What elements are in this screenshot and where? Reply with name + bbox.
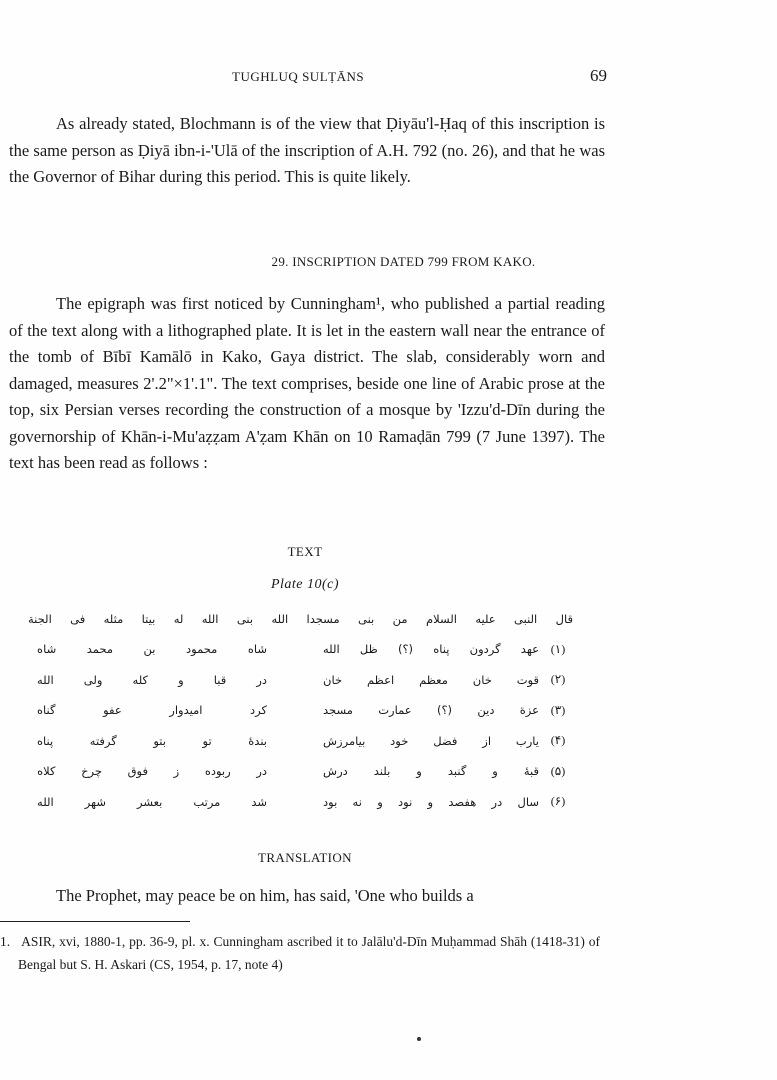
paragraph-epigraph <box>9 291 605 477</box>
persian-word: و <box>377 794 383 809</box>
verse-row <box>28 665 573 696</box>
arabic-word: مثله <box>103 612 124 626</box>
hemistich-first <box>323 734 539 748</box>
persian-word: مرتب <box>193 794 221 809</box>
arabic-word: بنی <box>236 612 254 626</box>
verse-number: (۳) <box>550 702 566 717</box>
persian-word: کرد <box>250 703 267 718</box>
persian-word: و <box>492 764 498 779</box>
persian-word: بود <box>323 794 338 809</box>
hemistich-second <box>37 734 267 748</box>
persian-word: عفو <box>103 703 122 718</box>
arabic-word: له <box>173 612 184 626</box>
persian-word: (؟) <box>397 642 414 657</box>
footnote <box>0 931 600 976</box>
persian-word: هفصد <box>448 794 477 809</box>
persian-inscription-text <box>28 604 573 817</box>
persian-word: عمارت <box>378 703 412 718</box>
page-number: 69 <box>590 66 607 85</box>
verse-row <box>28 756 573 787</box>
hemistich-second <box>37 795 267 809</box>
hemistich-first <box>323 673 539 687</box>
persian-word: خان <box>472 672 492 687</box>
paragraph-text: The Prophet, may peace be on him, has said, 'One who builds a <box>56 886 474 905</box>
arabic-word: الله <box>271 612 289 626</box>
persian-word: الله <box>323 642 340 657</box>
persian-word: قبهٔ <box>523 764 539 779</box>
paragraph-blochmann <box>9 111 605 191</box>
persian-word: در <box>491 794 503 809</box>
persian-word: شاه <box>247 642 267 657</box>
running-title: TUGHLUQ SULṬĀNS <box>232 69 365 84</box>
verse-row <box>28 787 573 818</box>
paragraph-translation <box>9 883 605 910</box>
arabic-word: الجنة <box>28 612 52 626</box>
persian-word: شاه <box>37 642 57 657</box>
persian-word: فضل <box>433 733 458 748</box>
verse-row <box>28 634 573 665</box>
persian-word: ربوده <box>204 764 231 779</box>
footnote-text: ASIR, xvi, 1880-1, pp. 36-9, pl. x. Cunningham ascribed it to Jalālu'd-Dīn Muḥammad Shāh (1418-31) of Bengal but S. H. Askari (CS, 1954, p. 17, note 4) <box>18 934 600 972</box>
arabic-word: قال <box>555 612 573 626</box>
hemistich-second <box>37 673 267 687</box>
verse-row <box>28 695 573 726</box>
text-heading: TEXT <box>287 544 323 559</box>
persian-word: محمد <box>86 642 114 657</box>
arabic-word: بنی <box>358 612 375 626</box>
arabic-word: علیه <box>475 612 496 626</box>
persian-word: تو <box>202 733 212 748</box>
persian-word: بندهٔ <box>248 733 267 748</box>
persian-word: محمود <box>186 642 218 657</box>
translation-heading: TRANSLATION <box>258 850 352 865</box>
persian-word: گردون <box>469 642 501 657</box>
persian-word: الله <box>37 794 54 809</box>
hemistich-first <box>323 642 539 656</box>
persian-word: فوق <box>127 764 148 779</box>
persian-word: (؟) <box>436 703 453 718</box>
persian-word: شهر <box>84 794 106 809</box>
persian-word: گرفته <box>89 733 117 748</box>
persian-word: بتو <box>153 733 166 748</box>
persian-word: معظم <box>419 672 448 687</box>
persian-word: و <box>427 794 434 809</box>
hemistich-second <box>37 703 267 717</box>
persian-word: نود <box>398 794 413 809</box>
persian-word: نه <box>352 794 362 809</box>
persian-word: و <box>178 672 184 687</box>
paragraph-text: As already stated, Blochmann is of the view that Ḍiyāu'l-Ḥaq of this inscription is the same person as Ḍiyā ibn-i-'Ulā of the inscription of A.H. 792 (no. 26), and that he was the Governor of Bihar during this period. This is quite likely. <box>9 114 605 186</box>
persian-word: سال <box>517 794 539 809</box>
persian-word: یارب <box>515 733 539 748</box>
persian-word: در <box>256 764 267 779</box>
persian-word: چرخ <box>81 764 102 779</box>
persian-word: درش <box>323 764 348 779</box>
arabic-word: الله <box>201 612 219 626</box>
persian-word: کلاه <box>37 764 56 779</box>
persian-word: قوت <box>516 672 539 687</box>
persian-word: عهد <box>520 642 539 657</box>
arabic-word: من <box>392 612 408 626</box>
persian-word: دین <box>477 703 495 718</box>
persian-word: ز <box>173 764 180 779</box>
persian-word: الله <box>37 672 54 687</box>
persian-word: کله <box>132 672 148 687</box>
persian-word: شد <box>251 794 267 809</box>
page-header <box>0 66 777 90</box>
verse-row <box>28 726 573 757</box>
paragraph-text: The epigraph was first noticed by Cunningham¹, who published a partial reading of the text along with a lithographed plate. It is let in the eastern wall near the entrance of the tomb of Bībī Kamālō in Kako, Gaya district. The slab, considerably worn and damaged, measures 2'.2"×1'.1". The text comprises, beside one line of Arabic prose at the top, six Persian verses recording the construction of a mosque by 'Izzu'd-Dīn during the governorship of Khān-i-Mu'aẓẓam A'ẓam Khān on 10 Ramaḍān 799 (7 June 1397). The text has been read as follows : <box>9 294 605 472</box>
persian-word: ولی <box>83 672 103 687</box>
hemistich-second <box>37 764 267 778</box>
verse-number: (۱) <box>550 641 566 656</box>
persian-word: مسجد <box>323 703 353 718</box>
hemistich-first <box>323 764 539 778</box>
persian-word: بیامرزش <box>323 733 366 748</box>
arabic-word: بیتا <box>141 612 156 626</box>
persian-word: از <box>482 733 492 748</box>
arabic-word: السلام <box>425 612 457 626</box>
hemistich-first <box>323 795 539 809</box>
persian-word: ظل <box>359 642 378 657</box>
persian-word: عزة <box>519 703 539 718</box>
persian-word: بن <box>143 642 156 657</box>
persian-word: در <box>256 672 267 687</box>
verse-number: (۴) <box>550 733 566 748</box>
verse-number: (۶) <box>550 794 566 809</box>
persian-word: خان <box>323 672 343 687</box>
persian-word: خود <box>390 733 409 748</box>
arabic-word: النبی <box>514 612 538 626</box>
persian-word: قبا <box>213 672 227 687</box>
section-heading: 29. INSCRIPTION DATED 799 FROM KAKO. <box>271 254 536 269</box>
persian-word: پناه <box>433 642 450 657</box>
verse-number: (۵) <box>550 763 566 778</box>
arabic-word: فی <box>70 612 86 626</box>
hemistich-first <box>323 703 539 717</box>
persian-word: و <box>416 764 422 779</box>
plate-caption: Plate 10(c) <box>270 577 340 592</box>
persian-word: امیدوار <box>169 703 203 718</box>
persian-word: بلند <box>373 764 391 779</box>
arabic-prose-line <box>28 604 573 634</box>
persian-word: پناه <box>37 733 54 748</box>
persian-word: بعشر <box>136 794 163 809</box>
persian-word: گنبد <box>447 764 467 779</box>
arabic-word: مسجدا <box>306 612 340 626</box>
footnote-divider <box>0 921 190 922</box>
persian-word: اعظم <box>367 672 395 687</box>
hemistich-second <box>37 642 267 656</box>
verse-number: (۲) <box>550 672 566 687</box>
page-speck <box>417 1037 421 1041</box>
footnote-marker: 1. <box>0 934 11 949</box>
persian-word: گناه <box>37 703 56 718</box>
